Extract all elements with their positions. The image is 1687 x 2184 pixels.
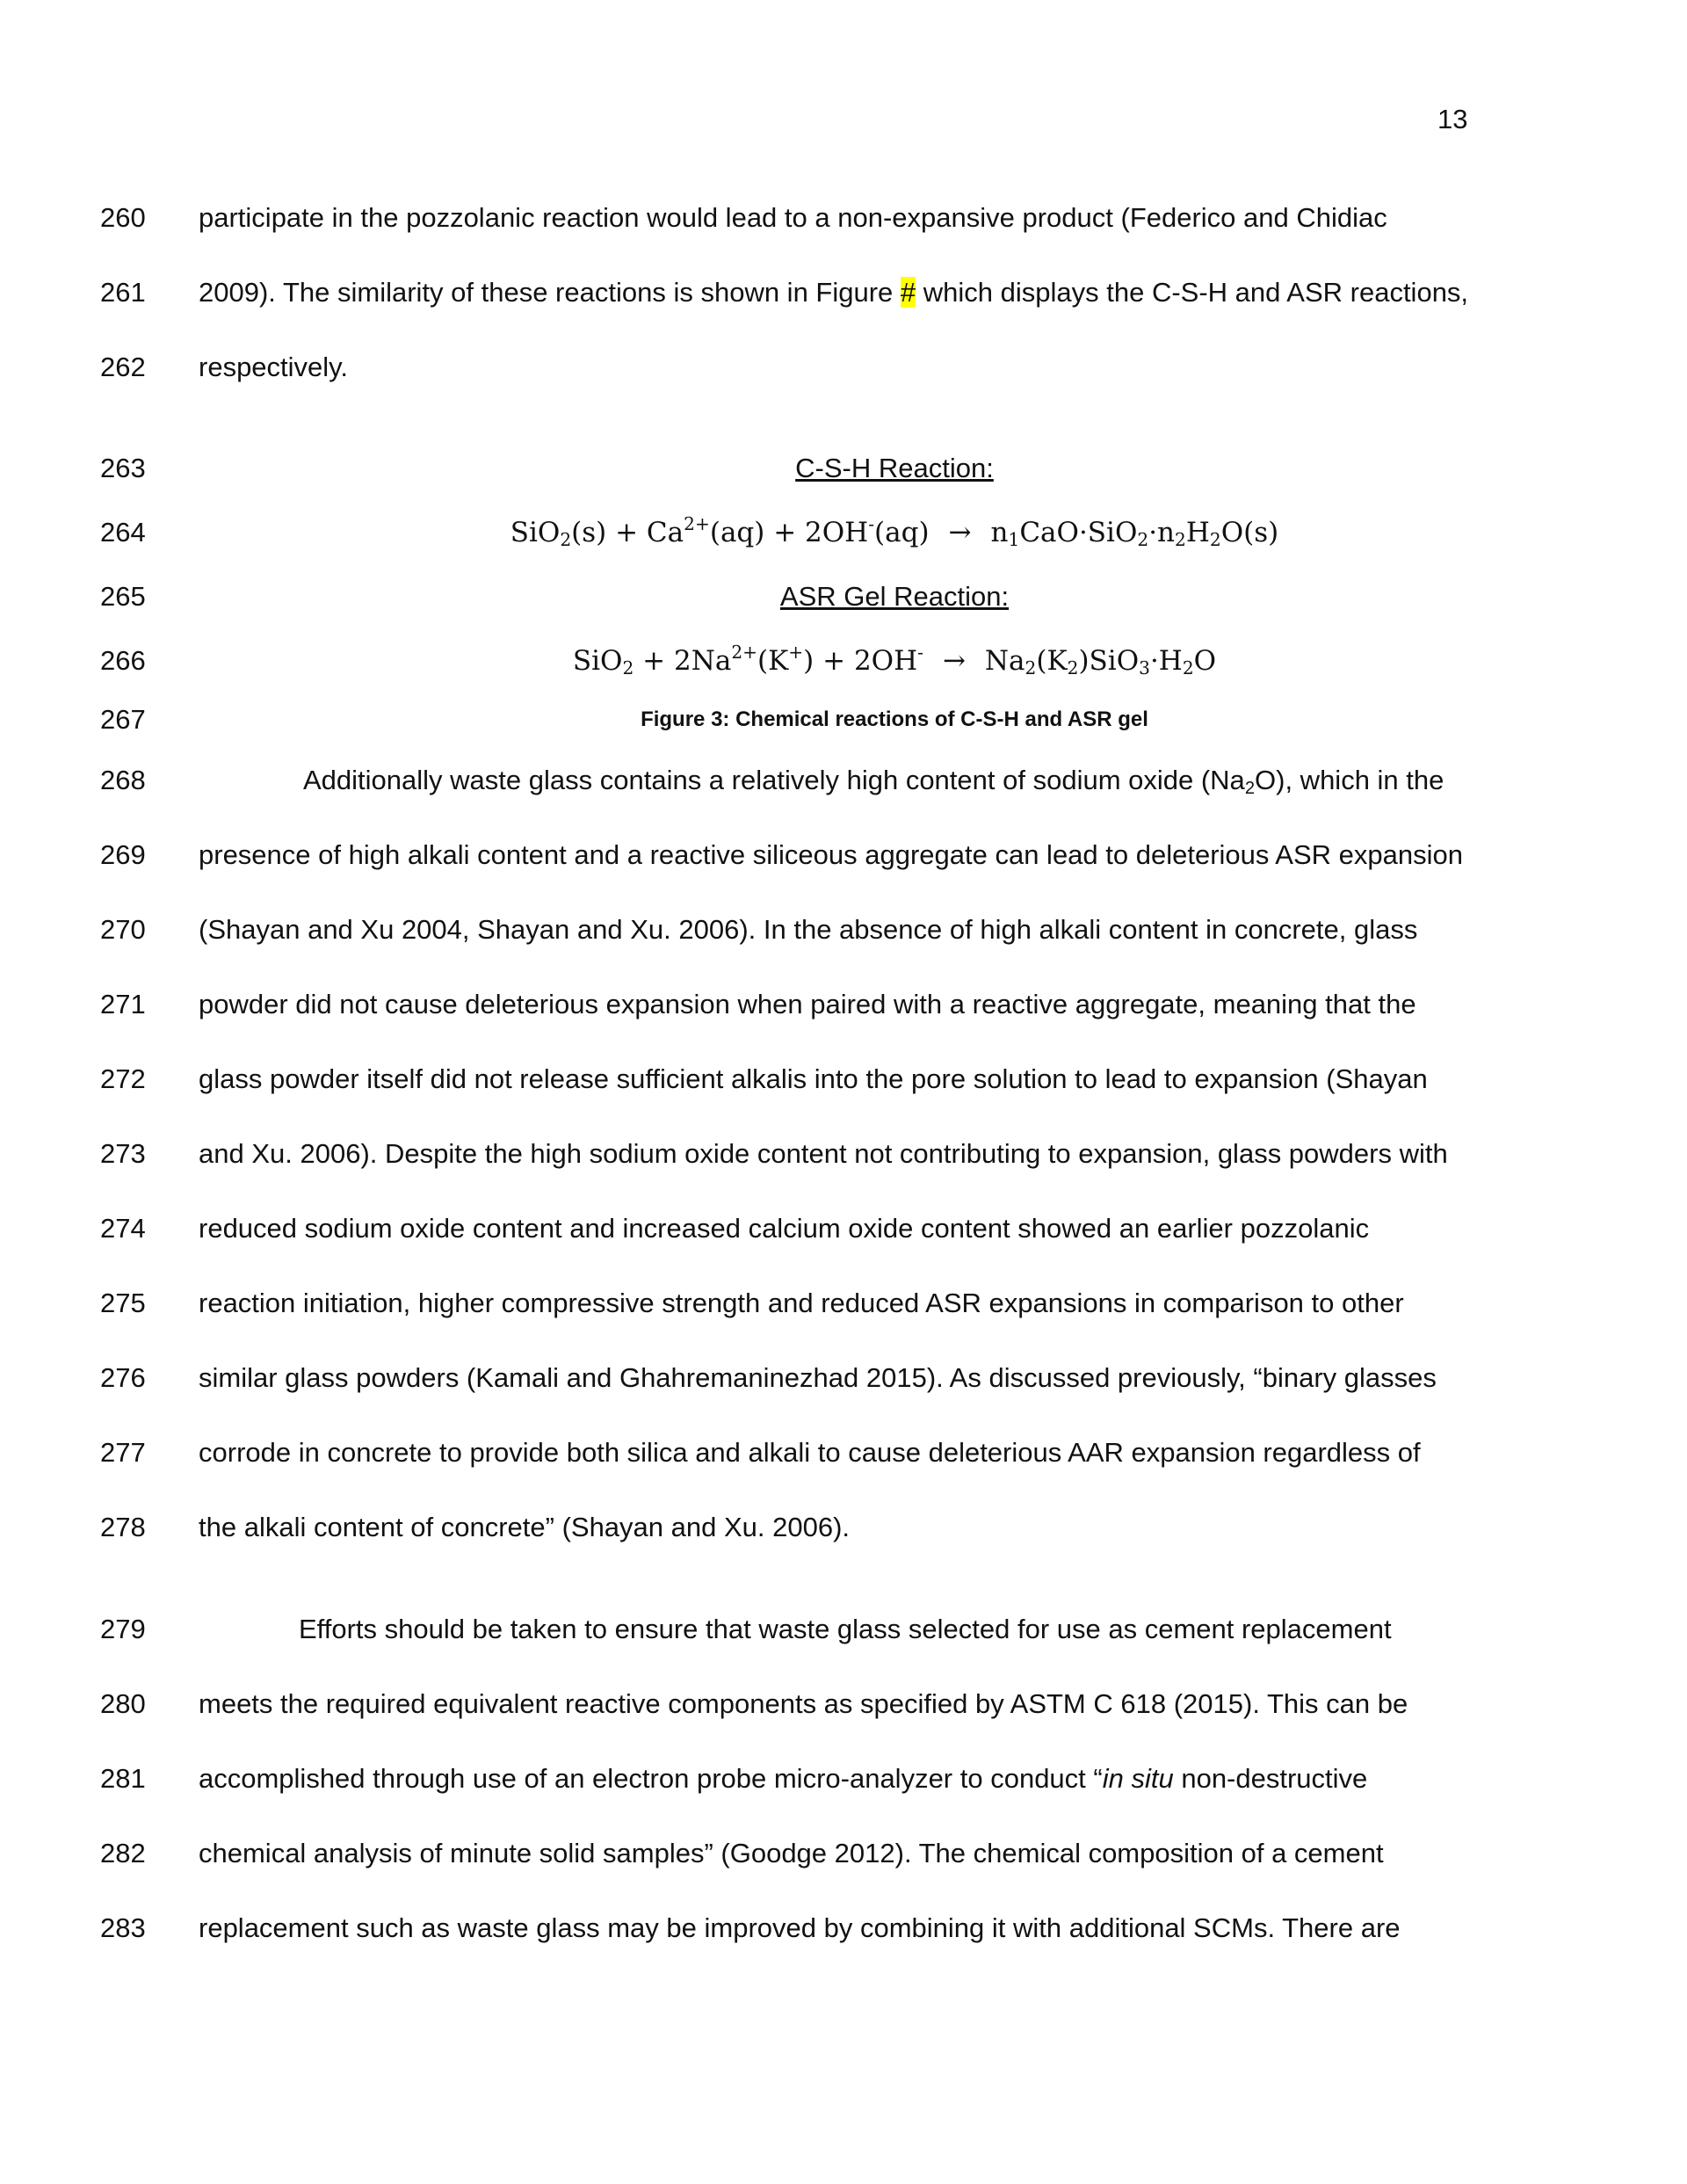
line-text: corrode in concrete to provide both silica and alkali to cause deleterious AAR expansion regardless of (199, 1437, 1421, 1468)
page-number: 13 (1437, 104, 1468, 134)
line-number: 276 (100, 1362, 146, 1393)
line-number: 271 (100, 989, 146, 1019)
line-text-part: 2009). The similarity of these reactions is shown in Figure (199, 277, 901, 308)
line-text: accomplished through use of an electron probe micro-analyzer to conduct “in situ non-destructive (199, 1763, 1368, 1794)
text-line (0, 1284, 1687, 1323)
text-line (0, 1433, 1687, 1472)
csh-equation: $SiO_2(s) + Ca^{2+}(aq) + 2OH^-(aq) \to n_1CaO\cdot SiO_2\cdot n_2H_2O(s)$ (510, 512, 1279, 551)
text-line (0, 199, 1687, 237)
italic-term: in situ (1102, 1763, 1174, 1794)
reaction-arrow-icon: → (948, 517, 972, 548)
text-line (0, 1834, 1687, 1873)
line-text: respectively. (199, 352, 348, 382)
text-line (0, 348, 1687, 387)
text-line (0, 1508, 1687, 1547)
text-line (0, 1359, 1687, 1397)
text-line (0, 577, 1687, 616)
line-number: 279 (100, 1614, 146, 1644)
line-text-part: which displays the C-S-H and ASR reactions, (916, 277, 1469, 308)
text-line (0, 642, 1687, 680)
text-line (0, 836, 1687, 874)
line-number: 280 (100, 1688, 146, 1719)
line-text: meets the required equivalent reactive components as specified by ASTM C 618 (2015). This can be (199, 1688, 1408, 1719)
line-number: 273 (100, 1138, 146, 1169)
asr-equation: $SiO_2 + 2Na^{2+}(K^+) + 2OH^- \to Na_2(K_2)SiO_3\cdot H_2O$ (572, 641, 1217, 679)
text-line (0, 1760, 1687, 1798)
line-text: replacement such as waste glass may be improved by combining it with additional SCMs. There are (199, 1912, 1401, 1943)
text-line (0, 700, 1687, 739)
text-line (0, 1060, 1687, 1099)
text-line (0, 985, 1687, 1024)
line-text: (Shayan and Xu 2004, Shayan and Xu. 2006). In the absence of high alkali content in concrete, glass (199, 914, 1418, 945)
csh-reaction-heading: C-S-H Reaction: (795, 453, 994, 483)
line-text: the alkali content of concrete” (Shayan and Xu. 2006). (199, 1512, 851, 1542)
line-number: 260 (100, 202, 146, 233)
line-number: 269 (100, 839, 146, 870)
line-number: 275 (100, 1288, 146, 1318)
asr-reaction-heading: ASR Gel Reaction: (779, 581, 1010, 612)
line-text: reduced sodium oxide content and increased calcium oxide content showed an earlier pozzolanic (199, 1213, 1370, 1244)
line-text: Efforts should be taken to ensure that waste glass selected for use as cement replacement (299, 1614, 1392, 1644)
text-line (0, 1685, 1687, 1723)
text-line (0, 1909, 1687, 1948)
line-text (199, 273, 1468, 312)
line-text: participate in the pozzolanic reaction would lead to a non-expansive product (Federico and Chidiac (199, 202, 1387, 233)
line-number: 263 (100, 453, 146, 483)
line-text: and Xu. 2006). Despite the high sodium oxide content not contributing to expansion, glass powders with (199, 1138, 1448, 1169)
line-number: 281 (100, 1763, 146, 1794)
line-text: reaction initiation, higher compressive strength and reduced ASR expansions in comparison to other (199, 1288, 1404, 1318)
line-number: 282 (100, 1838, 146, 1868)
line-number: 265 (100, 581, 146, 612)
line-number: 274 (100, 1213, 146, 1244)
line-text: Additionally waste glass contains a relatively high content of sodium oxide $(Na_2O)$, which in the (303, 765, 1444, 799)
text-line (0, 513, 1687, 552)
line-text: presence of high alkali content and a reactive siliceous aggregate can lead to deleterious ASR expansion (199, 839, 1463, 870)
line-number: 278 (100, 1512, 146, 1542)
line-text: similar glass powders (Kamali and Ghahremaninezhad 2015). As discussed previously, “binary glasses (199, 1362, 1437, 1393)
line-number: 277 (100, 1437, 146, 1468)
line-number: 268 (100, 765, 146, 795)
line-number: 266 (100, 645, 146, 676)
text-line (0, 911, 1687, 949)
line-text: glass powder itself did not release sufficient alkalis into the pore solution to lead to expansion (Shayan (199, 1063, 1428, 1094)
line-text: powder did not cause deleterious expansion when paired with a reactive aggregate, meaning that the (199, 989, 1416, 1019)
text-line (0, 761, 1687, 800)
line-number: 267 (100, 704, 146, 735)
text-line (0, 1209, 1687, 1248)
text-line (0, 1135, 1687, 1173)
figure-caption: Figure 3: Chemical reactions of C-S-H and ASR gel (641, 707, 1148, 731)
line-number: 272 (100, 1063, 146, 1094)
line-number: 270 (100, 914, 146, 945)
line-number: 262 (100, 352, 146, 382)
reaction-arrow-icon: → (942, 645, 966, 677)
text-line (0, 1610, 1687, 1649)
line-number: 261 (100, 277, 146, 308)
line-number: 283 (100, 1912, 146, 1943)
line-number: 264 (100, 517, 146, 548)
line-text: chemical analysis of minute solid samples” (Goodge 2012). The chemical composition of a cement (199, 1838, 1384, 1868)
text-line (0, 273, 1687, 312)
text-line (0, 449, 1687, 488)
highlighted-figure-placeholder: # (900, 277, 916, 308)
